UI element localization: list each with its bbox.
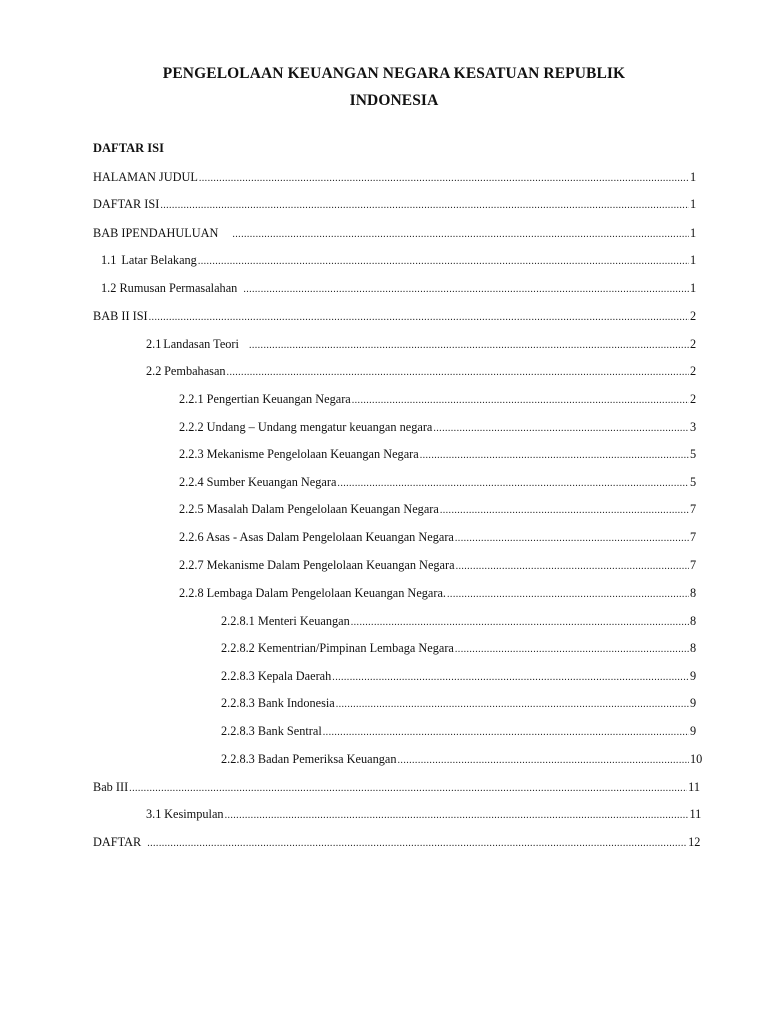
- toc-page-number: 7: [690, 530, 697, 544]
- toc-entry[interactable]: [221, 723, 696, 739]
- toc-entry[interactable]: [221, 640, 696, 656]
- toc-dot-leader: [323, 725, 689, 741]
- toc-entry-label: 2.2.8.3 Kepala Daerah: [221, 669, 332, 683]
- toc-entry-number: 2.2: [146, 364, 162, 378]
- toc-page-number: 1: [690, 197, 697, 211]
- toc-entry[interactable]: [146, 806, 702, 822]
- toc-entry-label: 2.2.6 Asas - Asas Dalam Pengelolaan Keuangan Negara: [179, 530, 454, 544]
- toc-page-number: 9: [690, 724, 697, 738]
- document-title-line-1: PENGELOLAAN KEUANGAN NEGARA KESATUAN REPUBLIK: [162, 65, 626, 82]
- toc-entry[interactable]: [101, 252, 696, 268]
- toc-dot-leader: [336, 697, 689, 713]
- toc-entry-number: 2.1: [146, 337, 162, 351]
- toc-entry[interactable]: [221, 751, 703, 767]
- toc-entry-number: Bab III: [93, 780, 129, 794]
- toc-entry-label: DAFTAR: [93, 835, 142, 849]
- toc-entry-label: 2.2.5 Masalah Dalam Pengelolaan Keuangan Negara: [179, 502, 439, 516]
- toc-dot-leader: [198, 254, 689, 270]
- toc-entry[interactable]: [221, 613, 696, 629]
- toc-entry-label: HALAMAN JUDUL: [93, 170, 198, 184]
- toc-dot-leader: [332, 670, 689, 686]
- toc-dot-leader: [249, 338, 689, 354]
- toc-page-number: 9: [690, 669, 697, 683]
- toc-page-number: 2: [690, 392, 697, 406]
- toc-entry[interactable]: [101, 280, 696, 296]
- toc-entry-label: Kesimpulan: [164, 807, 224, 821]
- toc-page-number: 7: [690, 558, 697, 572]
- toc-page-number: 2: [690, 337, 697, 351]
- toc-page-number: 5: [690, 447, 697, 461]
- toc-dot-leader: [160, 198, 689, 214]
- toc-entry-label: 2.2.8.2 Kementrian/Pimpinan Lembaga Negara: [221, 641, 454, 655]
- toc-entry[interactable]: [93, 225, 696, 241]
- toc-dot-leader: [440, 503, 689, 519]
- toc-dot-leader: [227, 365, 689, 381]
- toc-page-number: 8: [690, 641, 697, 655]
- toc-entry[interactable]: [179, 529, 696, 545]
- toc-dot-leader: [351, 615, 689, 631]
- toc-entry-label: 2.2.2 Undang – Undang mengatur keuangan negara: [179, 420, 433, 434]
- toc-dot-leader: [447, 587, 689, 603]
- toc-entry[interactable]: [179, 585, 696, 601]
- toc-entry-label: 2.2.8.3 Bank Sentral: [221, 724, 322, 738]
- toc-page-number: 1: [690, 253, 697, 267]
- toc-entry-label: 2.2.1 Pengertian Keuangan Negara: [179, 392, 351, 406]
- toc-entry[interactable]: [93, 834, 701, 850]
- toc-entry-label: 2.2.7 Mekanisme Dalam Pengelolaan Keuangan Negara: [179, 558, 455, 572]
- toc-entry-label: 2.2.8.1 Menteri Keuangan: [221, 614, 350, 628]
- toc-entry-label: 2.2.8.3 Bank Indonesia: [221, 696, 335, 710]
- toc-dot-leader: [225, 808, 689, 824]
- toc-entry[interactable]: [93, 779, 701, 795]
- toc-dot-leader: [337, 476, 689, 492]
- toc-dot-leader: [456, 559, 689, 575]
- toc-entry[interactable]: [179, 501, 696, 517]
- toc-entry[interactable]: [179, 419, 696, 435]
- toc-dot-leader: [433, 421, 689, 437]
- toc-entry-label: DAFTAR ISI: [93, 197, 160, 211]
- toc-page-number: 7: [690, 502, 697, 516]
- toc-page-number: 11: [688, 780, 701, 794]
- toc-dot-leader: [243, 282, 689, 298]
- toc-entry[interactable]: [221, 695, 696, 711]
- toc-dot-leader: [232, 227, 689, 243]
- toc-dot-leader: [129, 781, 687, 797]
- toc-entry[interactable]: [93, 196, 696, 212]
- toc-page-number: 3: [690, 420, 697, 434]
- toc-dot-leader: [398, 753, 689, 769]
- document-title-line-2: INDONESIA: [349, 92, 439, 109]
- toc-dot-leader: [199, 171, 689, 187]
- toc-entry-label: Landasan Teori: [163, 337, 239, 351]
- toc-page-number: 12: [688, 835, 701, 849]
- toc-dot-leader: [149, 310, 689, 326]
- toc-heading: DAFTAR ISI: [93, 141, 164, 155]
- toc-page-number: 2: [690, 364, 697, 378]
- toc-entry-label: 2.2.8 Lembaga Dalam Pengelolaan Keuangan Negara.: [179, 586, 447, 600]
- toc-dot-leader: [147, 836, 687, 852]
- toc-entry-number: 1.2: [101, 281, 117, 295]
- toc-entry[interactable]: [146, 336, 696, 352]
- toc-dot-leader: [455, 642, 689, 658]
- toc-entry[interactable]: [146, 363, 696, 379]
- toc-entry-label: Pembahasan: [164, 364, 226, 378]
- toc-page-number: 5: [690, 475, 697, 489]
- toc-entry-number: 3.1: [146, 807, 162, 821]
- toc-dot-leader: [352, 393, 689, 409]
- toc-entry-number: 1.1: [101, 253, 117, 267]
- toc-entry[interactable]: [179, 446, 696, 462]
- toc-page-number: 2: [690, 309, 697, 323]
- toc-page-number: 8: [690, 586, 697, 600]
- toc-entry-label: PENDAHULUAN: [125, 226, 219, 240]
- toc-entry[interactable]: [93, 308, 696, 324]
- toc-page-number: 9: [690, 696, 697, 710]
- toc-page-number: 1: [690, 170, 697, 184]
- toc-entry-label: 2.2.4 Sumber Keuangan Negara: [179, 475, 337, 489]
- toc-entry-label: 2.2.8.3 Badan Pemeriksa Keuangan: [221, 752, 397, 766]
- toc-entry-label: Rumusan Permasalahan: [119, 281, 238, 295]
- toc-entry[interactable]: [179, 391, 696, 407]
- toc-entry-number: BAB I: [93, 226, 126, 240]
- toc-page-number: 1: [690, 281, 697, 295]
- toc-page-number: 1: [690, 226, 697, 240]
- toc-dot-leader: [420, 448, 689, 464]
- toc-page-number: 11: [689, 807, 702, 821]
- toc-entry[interactable]: [93, 169, 696, 185]
- toc-page-number: 10: [690, 752, 703, 766]
- toc-entry[interactable]: [179, 474, 696, 490]
- toc-page-number: 8: [690, 614, 697, 628]
- toc-entry-label: 2.2.3 Mekanisme Pengelolaan Keuangan Negara: [179, 447, 419, 461]
- toc-dot-leader: [455, 531, 689, 547]
- toc-entry-label: BAB II ISI: [93, 309, 148, 323]
- toc-entry-label: Latar Belakang: [121, 253, 197, 267]
- toc-entry[interactable]: [179, 557, 696, 573]
- toc-entry[interactable]: [221, 668, 696, 684]
